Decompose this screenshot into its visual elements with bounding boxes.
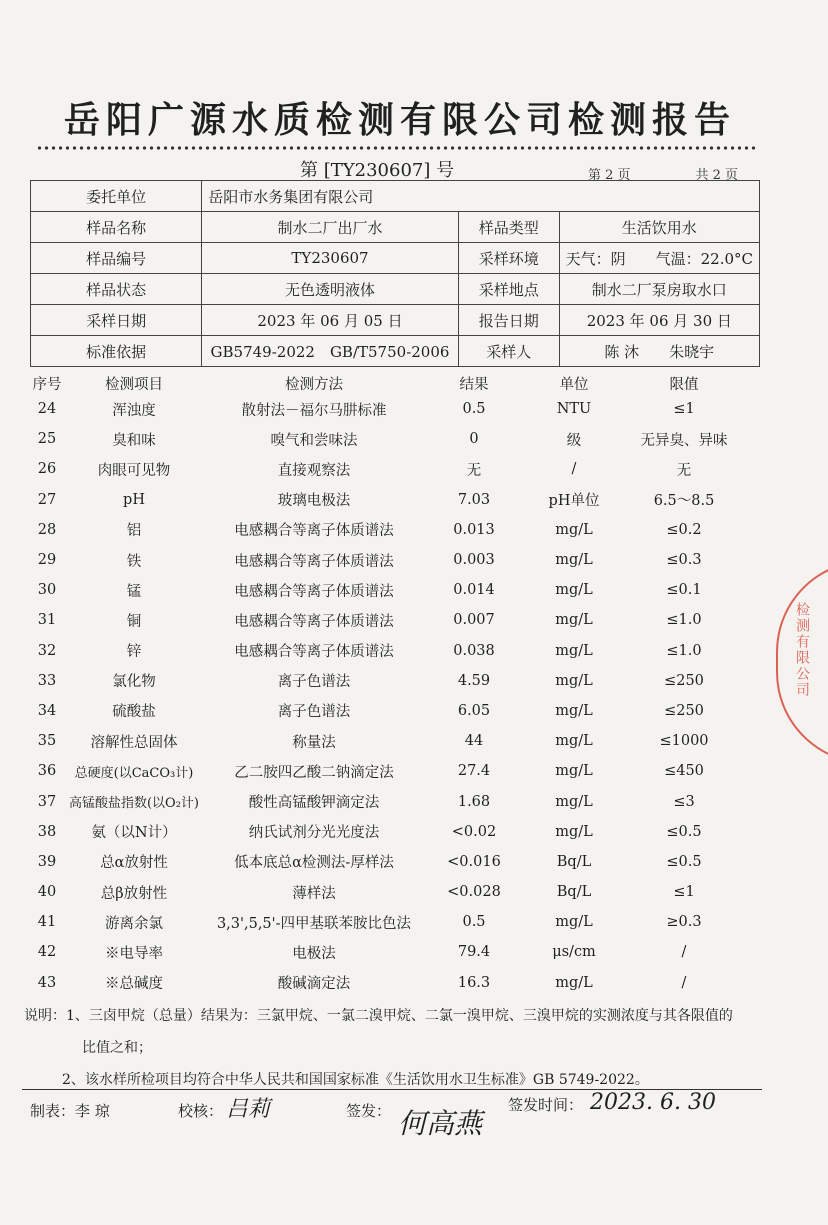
row-unit: mg/L bbox=[555, 733, 593, 750]
row-result: 无 bbox=[466, 462, 482, 479]
header-item: 检测项目 bbox=[105, 376, 163, 393]
row-item: 氯化物 bbox=[112, 674, 156, 691]
sample-type-value: 生活饮用水 bbox=[559, 212, 759, 243]
table-row bbox=[30, 696, 760, 726]
row-result: 79.4 bbox=[457, 944, 491, 961]
header-limit: 限值 bbox=[669, 376, 699, 393]
env-value: 天气：阴 气温：22.0°C bbox=[559, 243, 759, 274]
row-limit: 无 bbox=[676, 462, 692, 479]
row-item: 铜 bbox=[126, 613, 142, 630]
state-label: 样品状态 bbox=[31, 274, 202, 305]
row-item: 氨（以N计） bbox=[91, 825, 177, 842]
row-unit: mg/L bbox=[555, 793, 593, 810]
sample-no-label: 样品编号 bbox=[31, 243, 202, 274]
row-unit: mg/L bbox=[555, 823, 593, 840]
row-no: 35 bbox=[37, 733, 57, 750]
header-method: 检测方法 bbox=[285, 376, 343, 393]
row-method: 散射法－福尔马肼标准 bbox=[241, 402, 387, 419]
row-limit: / bbox=[681, 944, 687, 961]
row-no: 38 bbox=[37, 823, 57, 840]
row-limit: ≥0.3 bbox=[666, 914, 702, 931]
table-row bbox=[30, 726, 760, 756]
notes bbox=[24, 1000, 764, 1096]
maker: 制表：李 琼 bbox=[30, 1102, 110, 1120]
row-item: 硫酸盐 bbox=[112, 704, 156, 721]
seal-text: 检测有限公司 bbox=[794, 602, 810, 698]
table-row bbox=[30, 485, 760, 515]
issuer-signature: 何高燕 bbox=[398, 1107, 483, 1140]
row-result: 0.5 bbox=[462, 401, 486, 418]
row-item: 高锰酸盐指数(以O₂计) bbox=[68, 796, 199, 812]
row-result: 0 bbox=[469, 431, 479, 448]
row-item: ※电导率 bbox=[105, 945, 163, 962]
header-no: 序号 bbox=[32, 376, 62, 393]
row-limit: / bbox=[681, 974, 687, 991]
row-method: 薄样法 bbox=[292, 885, 336, 902]
row-item: 臭和味 bbox=[112, 432, 156, 449]
row-result: 0.003 bbox=[453, 552, 495, 569]
issue-date-label: 签发时间： bbox=[508, 1096, 584, 1114]
table-row bbox=[30, 636, 760, 666]
row-result: 0.038 bbox=[453, 642, 495, 659]
row-unit: mg/L bbox=[555, 521, 593, 538]
row-unit: mg/L bbox=[555, 702, 593, 719]
standard-label: 标准依据 bbox=[31, 336, 202, 367]
row-unit: mg/L bbox=[555, 552, 593, 569]
info-row-date bbox=[31, 305, 760, 336]
row-method: 离子色谱法 bbox=[277, 674, 351, 691]
row-limit: ≤0.3 bbox=[666, 552, 702, 569]
row-limit: ≤450 bbox=[664, 763, 704, 780]
row-result: 4.59 bbox=[457, 672, 491, 689]
sample-name-value: 制水二厂出厂水 bbox=[202, 212, 459, 243]
page-total: 共 2 页 bbox=[695, 168, 738, 183]
info-row-sample-name bbox=[31, 212, 760, 243]
header-unit: 单位 bbox=[559, 376, 589, 393]
row-result: 16.3 bbox=[457, 974, 491, 991]
row-limit: ≤0.2 bbox=[666, 521, 702, 538]
row-method: 电感耦合等离子体质谱法 bbox=[234, 523, 394, 540]
env-label: 采样环境 bbox=[458, 243, 559, 274]
row-result: <0.016 bbox=[447, 853, 501, 870]
row-result: 0.007 bbox=[453, 612, 495, 629]
checker-signature: 吕莉 bbox=[226, 1097, 271, 1122]
sample-name-label: 样品名称 bbox=[31, 212, 202, 243]
standard-value: GB5749-2022 GB/T5750-2006 bbox=[202, 336, 459, 367]
report-date-label: 报告日期 bbox=[458, 305, 559, 336]
row-result: 44 bbox=[464, 733, 484, 750]
row-limit: ≤0.5 bbox=[666, 853, 702, 870]
checker-label: 校核： bbox=[178, 1102, 224, 1120]
date-value: 2023 年 06 月 05 日 bbox=[202, 305, 459, 336]
row-no: 24 bbox=[37, 401, 57, 418]
row-method: 酸碱滴定法 bbox=[277, 976, 351, 993]
row-no: 28 bbox=[37, 521, 57, 538]
report-date-value: 2023 年 06 月 30 日 bbox=[559, 305, 759, 336]
site-label: 采样地点 bbox=[458, 274, 559, 305]
row-no: 26 bbox=[37, 461, 57, 478]
row-limit: ≤3 bbox=[673, 793, 695, 810]
row-no: 25 bbox=[37, 431, 57, 448]
row-result: 0.013 bbox=[453, 521, 495, 538]
table-row bbox=[30, 937, 760, 967]
row-result: 1.68 bbox=[457, 793, 491, 810]
info-row-state bbox=[31, 274, 760, 305]
row-method: 电感耦合等离子体质谱法 bbox=[234, 613, 394, 630]
row-item: 浑浊度 bbox=[112, 402, 156, 419]
table-row bbox=[30, 454, 760, 484]
note-line-1: 说明：1、三卤甲烷（总量）结果为：三氯甲烷、一氯二溴甲烷、二氯一溴甲烷、三溴甲烷的实测浓度与其各限值的 bbox=[24, 1008, 733, 1024]
row-no: 30 bbox=[37, 582, 57, 599]
report-title: 岳阳广源水质检测有限公司检测报告 bbox=[63, 100, 736, 141]
page-current: 第 2 页 bbox=[588, 168, 631, 183]
sample-info-table bbox=[30, 180, 760, 367]
sample-type-label: 样品类型 bbox=[458, 212, 559, 243]
table-row bbox=[30, 666, 760, 696]
row-no: 31 bbox=[37, 612, 57, 629]
row-unit: mg/L bbox=[555, 672, 593, 689]
table-row bbox=[30, 515, 760, 545]
row-method: 电感耦合等离子体质谱法 bbox=[234, 644, 394, 661]
row-limit: ≤1.0 bbox=[666, 612, 702, 629]
row-item: 肉眼可见物 bbox=[97, 462, 171, 479]
sampler-label: 采样人 bbox=[458, 336, 559, 367]
row-unit: mg/L bbox=[555, 974, 593, 991]
issuer-label: 签发： bbox=[346, 1102, 392, 1120]
row-result: <0.028 bbox=[447, 884, 501, 901]
row-method: 离子色谱法 bbox=[277, 704, 351, 721]
row-item: 游离余氯 bbox=[105, 915, 163, 932]
row-unit: mg/L bbox=[555, 914, 593, 931]
row-item: ※总碱度 bbox=[105, 976, 163, 993]
row-unit: Bq/L bbox=[556, 884, 592, 901]
row-method: 电感耦合等离子体质谱法 bbox=[234, 583, 394, 600]
row-item: 锰 bbox=[126, 583, 142, 600]
info-row-client bbox=[31, 181, 760, 212]
row-result: 0.5 bbox=[462, 914, 486, 931]
row-method: 纳氏试剂分光光度法 bbox=[248, 825, 380, 842]
report-number: 第 [TY230607] 号 bbox=[300, 160, 455, 181]
row-limit: ≤0.5 bbox=[666, 823, 702, 840]
row-item: pH bbox=[123, 491, 145, 508]
table-row bbox=[30, 907, 760, 937]
row-no: 36 bbox=[37, 763, 57, 780]
row-item: 总α放射性 bbox=[100, 855, 168, 872]
row-limit: ≤250 bbox=[664, 672, 704, 689]
row-result: <0.02 bbox=[451, 823, 497, 840]
row-method: 乙二胺四乙酸二钠滴定法 bbox=[234, 764, 394, 781]
row-method: 酸性高锰酸钾滴定法 bbox=[248, 795, 380, 812]
row-limit: 6.5～8.5 bbox=[653, 493, 715, 510]
table-row bbox=[30, 968, 760, 998]
client-value: 岳阳市水务集团有限公司 bbox=[202, 181, 760, 212]
row-no: 39 bbox=[37, 853, 57, 870]
row-method: 3,3',5,5'-四甲基联苯胺比色法 bbox=[216, 915, 412, 932]
row-limit: ≤1 bbox=[673, 401, 695, 418]
row-no: 29 bbox=[37, 552, 57, 569]
row-limit: ≤250 bbox=[664, 702, 704, 719]
row-method: 低本底总α检测法-厚样法 bbox=[234, 855, 394, 872]
row-item: 总β放射性 bbox=[100, 885, 168, 902]
row-limit: ≤1.0 bbox=[666, 642, 702, 659]
row-unit: 级 bbox=[566, 432, 582, 449]
table-row bbox=[30, 575, 760, 605]
row-result: 7.03 bbox=[457, 491, 491, 508]
row-limit: ≤0.1 bbox=[666, 582, 702, 599]
table-row bbox=[30, 817, 760, 847]
company-seal bbox=[776, 560, 828, 764]
note-line-2: 比值之和； bbox=[82, 1040, 152, 1056]
row-unit: μs/cm bbox=[552, 944, 596, 961]
row-result: 27.4 bbox=[457, 763, 491, 780]
row-method: 电极法 bbox=[292, 945, 336, 962]
row-no: 42 bbox=[37, 944, 57, 961]
row-unit: mg/L bbox=[555, 763, 593, 780]
info-row-sample-no bbox=[31, 243, 760, 274]
row-no: 34 bbox=[37, 702, 57, 719]
sampler-value: 陈 沐 朱晓宇 bbox=[559, 336, 759, 367]
row-item: 铝 bbox=[126, 523, 142, 540]
row-method: 嗅气和尝味法 bbox=[270, 432, 358, 449]
state-value: 无色透明液体 bbox=[202, 274, 459, 305]
note-line-3: 2、该水样所检项目均符合中华人民共和国国家标准《生活饮用水卫生标准》GB 5749-2022。 bbox=[62, 1072, 649, 1088]
row-no: 40 bbox=[37, 884, 57, 901]
table-row bbox=[30, 786, 760, 816]
client-label: 委托单位 bbox=[31, 181, 202, 212]
header-result: 结果 bbox=[459, 376, 489, 393]
site-value: 制水二厂泵房取水口 bbox=[559, 274, 759, 305]
row-unit: / bbox=[571, 461, 577, 478]
table-row bbox=[30, 545, 760, 575]
row-unit: NTU bbox=[556, 401, 592, 418]
row-item: 溶解性总固体 bbox=[90, 734, 178, 751]
row-limit: ≤1000 bbox=[659, 733, 709, 750]
row-no: 43 bbox=[37, 974, 57, 991]
row-item: 总硬度(以CaCO₃计) bbox=[74, 765, 194, 781]
row-no: 33 bbox=[37, 672, 57, 689]
row-no: 37 bbox=[37, 793, 57, 810]
date-label: 采样日期 bbox=[31, 305, 202, 336]
row-result: 6.05 bbox=[457, 702, 491, 719]
row-unit: pH单位 bbox=[548, 493, 600, 510]
row-item: 铁 bbox=[126, 553, 142, 570]
table-row bbox=[30, 847, 760, 877]
table-row bbox=[30, 877, 760, 907]
dotted-divider bbox=[36, 145, 756, 151]
row-unit: mg/L bbox=[555, 612, 593, 629]
row-unit: mg/L bbox=[555, 642, 593, 659]
issue-date: 2023. 6. 30 bbox=[590, 1090, 716, 1115]
row-method: 玻璃电极法 bbox=[277, 493, 351, 510]
results-list bbox=[30, 394, 760, 998]
row-method: 直接观察法 bbox=[277, 462, 351, 479]
row-method: 电感耦合等离子体质谱法 bbox=[234, 553, 394, 570]
table-row bbox=[30, 424, 760, 454]
row-limit: ≤1 bbox=[673, 884, 695, 901]
row-result: 0.014 bbox=[453, 582, 495, 599]
row-method: 称量法 bbox=[292, 734, 336, 751]
row-no: 32 bbox=[37, 642, 57, 659]
sample-no-value: TY230607 bbox=[202, 243, 459, 274]
table-row bbox=[30, 394, 760, 424]
row-no: 41 bbox=[37, 914, 57, 931]
row-no: 27 bbox=[37, 491, 57, 508]
table-row bbox=[30, 756, 760, 786]
row-unit: mg/L bbox=[555, 582, 593, 599]
table-row bbox=[30, 605, 760, 635]
row-limit: 无异臭、异味 bbox=[640, 432, 728, 449]
row-unit: Bq/L bbox=[556, 853, 592, 870]
row-item: 锌 bbox=[126, 644, 142, 661]
info-row-standard bbox=[31, 336, 760, 367]
